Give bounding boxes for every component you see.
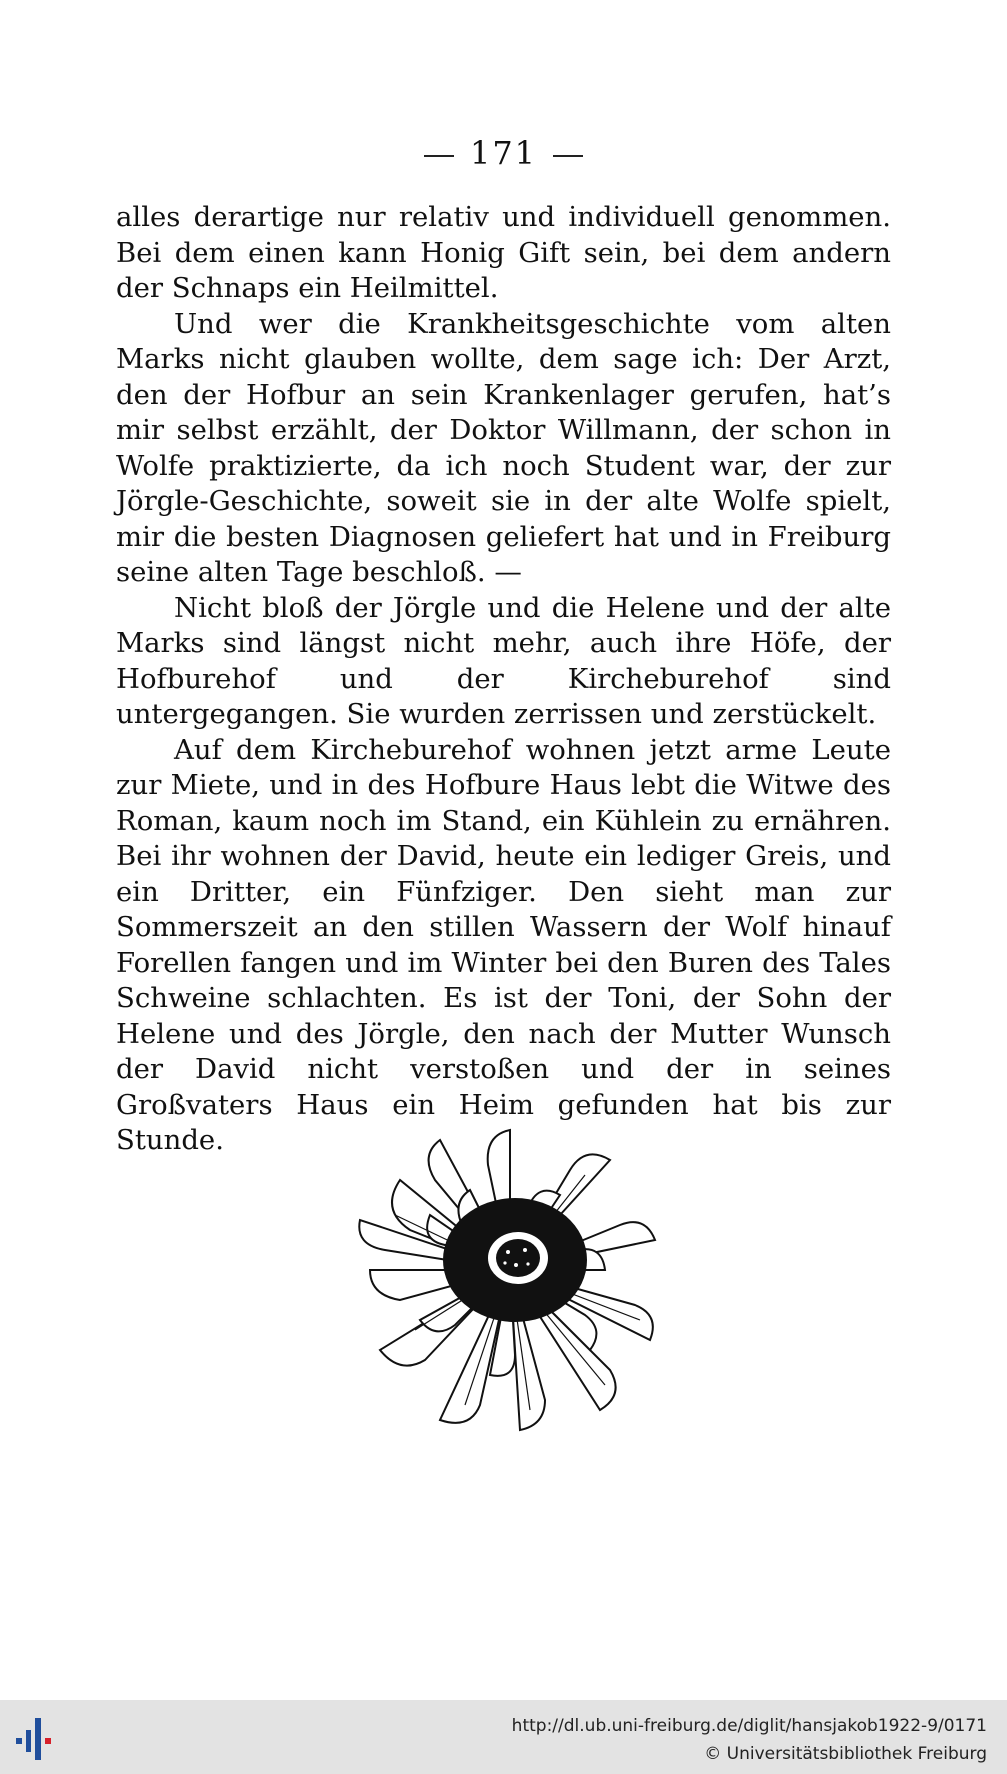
- left-dash: [424, 155, 454, 157]
- footer-bar: [0, 1700, 1007, 1774]
- paragraph: Auf dem Kircheburehof wohnen jetzt arme Leute zur Miete, und in des Hofbure Haus lebt die Witwe des Roman, kaum noch im Stand, ein Kühlein zu ernähren. Bei ihr wohnen der David, heute ein lediger Greis, und ein Dritter, ein Fünfziger. Den sieht man zur Sommerszeit an den stillen Wassern der Wolf hinauf Forellen fangen und im Winter bei den Buren des Tales Schweine schlachten. Es ist der Toni, der Sohn der Helene und des Jörgle, den nach der Mutter Wunsch der David nicht verstoßen und der in seines Großvaters Haus ein Heim gefunden hat bis zur Stunde.: [116, 733, 891, 1156]
- paragraph: Und wer die Krankheitsgeschichte vom alten Marks nicht glauben wollte, dem sage ich: Der Arzt, den der Hofbur an sein Krankenlager gerufen, hat’s mir selbst erzählt, der Doktor Willmann, der schon in Wolfe praktizierte, da ich noch Student war, der zur Jörgle-Geschichte, soweit sie in der alte Wolfe spielt, mir die besten Diagnosen geliefert hat und in Freiburg seine alten Tage beschloß. —: [116, 307, 891, 588]
- copyright-notice: © Universitätsbibliothek Freiburg: [704, 1744, 987, 1764]
- body-text: [116, 200, 891, 1159]
- permalink-url[interactable]: http://dl.ub.uni-freiburg.de/diglit/hansjakob1922-9/0171: [511, 1716, 987, 1736]
- paragraph: Nicht bloß der Jörgle und die Helene und der alte Marks sind längst nicht mehr, auch ihre Höfe, der Hofburehof und der Kircheburehof sind untergegangen. Sie wurden zerrissen und zerstückelt.: [116, 591, 891, 730]
- paragraph: alles derartige nur relativ und individuell genommen. Bei dem einen kann Honig Gift sein, bei dem andern der Schnaps ein Heilmittel.: [116, 201, 891, 304]
- right-dash: [553, 155, 583, 157]
- page-number: 171: [469, 134, 538, 172]
- sunflower-illustration: [340, 1120, 680, 1440]
- ub-freiburg-logo-icon: [12, 1716, 60, 1762]
- page-number-header: [0, 134, 1007, 172]
